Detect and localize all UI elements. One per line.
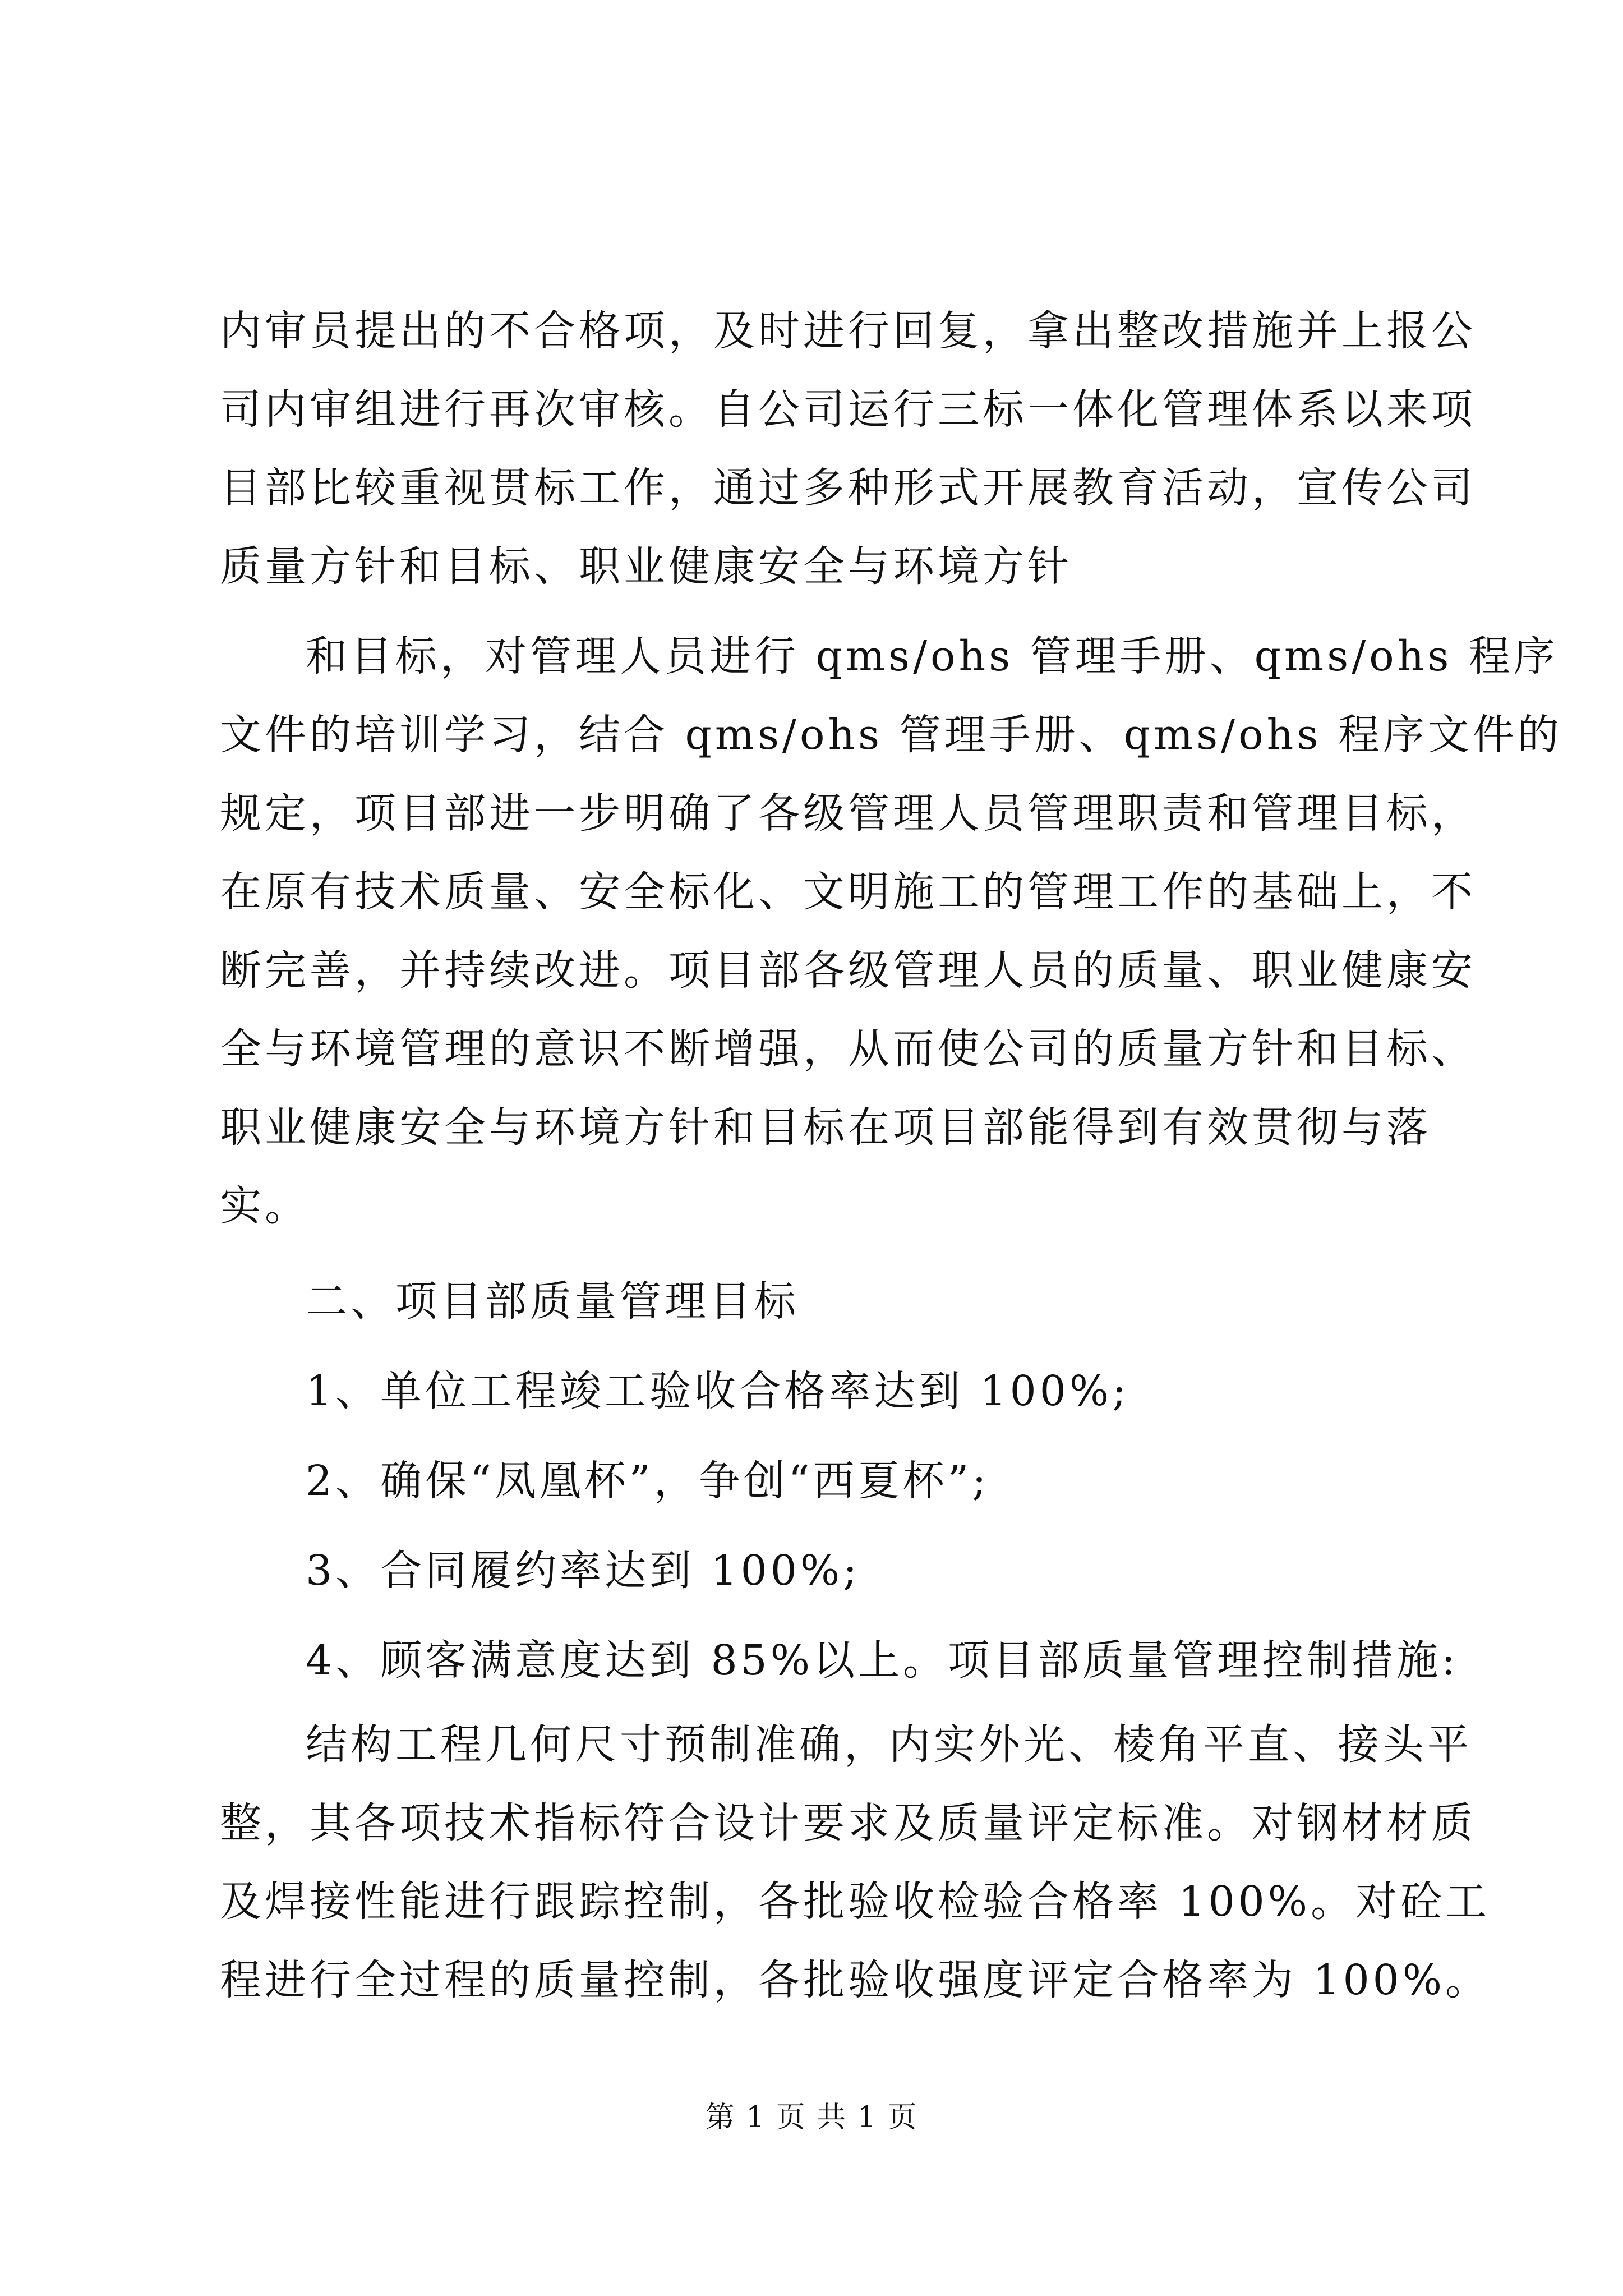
list-item: 2、确保“凤凰杯”，争创“西夏杯”;	[306, 1457, 990, 1505]
paragraph-line: 及焊接性能进行跟踪控制，各批验收检验合格率 100%。对砼工	[220, 1878, 1491, 1926]
paragraph-line: 结构工程几何尺寸预制准确，内实外光、棱角平直、接头平	[306, 1720, 1472, 1769]
paragraph-line: 整，其各项技术指标符合设计要求及质量评定标准。对钢材材质	[220, 1799, 1476, 1847]
paragraph-line: 司内审组进行再次审核。自公司运行三标一体化管理体系以来项	[220, 385, 1476, 434]
paragraph-line: 规定，项目部进一步明确了各级管理人员管理职责和管理目标，	[220, 789, 1476, 838]
list-item: 3、合同履约率达到 100%;	[306, 1547, 861, 1595]
paragraph-line: 文件的培训学习，结合 qms/ohs 管理手册、qms/ohs 程序文件的	[220, 711, 1562, 759]
paragraph-line: 目部比较重视贯标工作，通过多种形式开展教育活动，宣传公司	[220, 464, 1476, 512]
paragraph-line: 全与环境管理的意识不断增强，从而使公司的质量方针和目标、	[220, 1025, 1476, 1073]
paragraph-line: 质量方针和目标、职业健康安全与环境方针	[220, 542, 1072, 591]
paragraph-line: 实。	[220, 1182, 310, 1230]
paragraph-line: 职业健康安全与环境方针和目标在项目部能得到有效贯彻与落	[220, 1103, 1431, 1152]
paragraph-line: 断完善，并持续改进。项目部各级管理人员的质量、职业健康安	[220, 946, 1476, 995]
list-item: 1、单位工程竣工验收合格率达到 100%;	[306, 1367, 1130, 1415]
paragraph-line: 程进行全过程的质量控制，各批验收强度评定合格率为 100%。	[220, 1956, 1491, 2004]
paragraph-line: 在原有技术质量、安全标化、文明施工的管理工作的基础上，不	[220, 868, 1476, 916]
list-item: 4、顾客满意度达到 85%以上。项目部质量管理控制措施:	[306, 1636, 1459, 1685]
section-heading: 二、项目部质量管理目标	[306, 1277, 799, 1326]
paragraph-line: 内审员提出的不合格项，及时进行回复，拿出整改措施并上报公	[220, 307, 1476, 355]
paragraph-line: 和目标，对管理人员进行 qms/ohs 管理手册、qms/ohs 程序	[306, 632, 1559, 680]
page-footer: 第 1 页 共 1 页	[705, 2101, 918, 2134]
